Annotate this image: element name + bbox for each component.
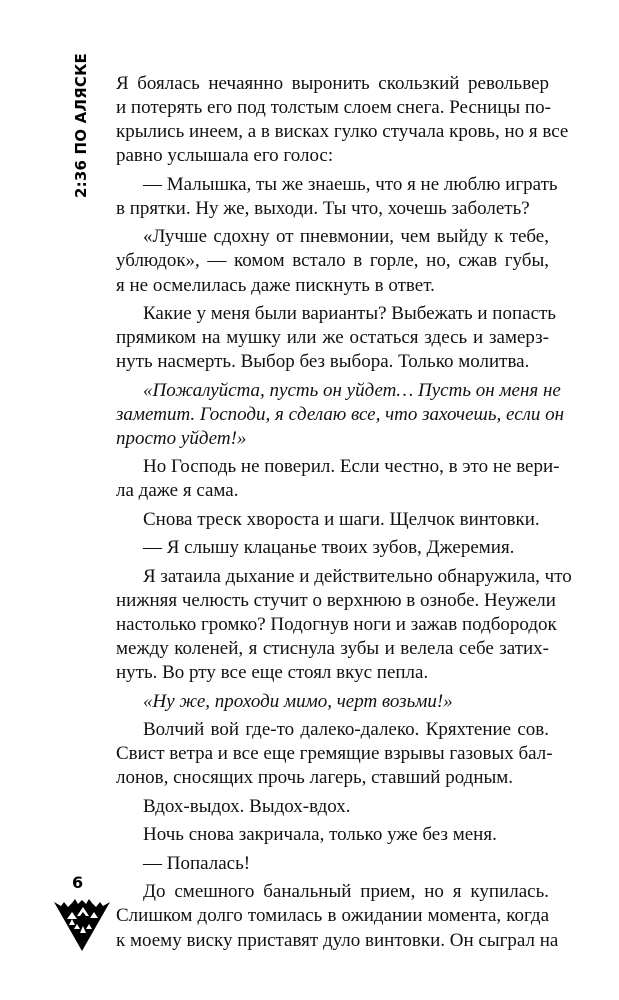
text-line: нуть насмерть. Выбор без выбора. Только молитва. <box>116 351 530 373</box>
text-line: ла даже я сама. <box>116 480 239 502</box>
paragraph <box>116 536 549 560</box>
paragraph <box>116 823 549 847</box>
text-line: Ночь снова закричала, только уже без меня. <box>143 824 497 846</box>
text-line: равно услышала его голос: <box>116 145 334 167</box>
text-line: в прятки. Ну же, выходи. Ты что, хочешь заболеть? <box>116 197 530 219</box>
text-line: Свист ветра и все еще гремящие взрывы газовых бал- <box>116 743 553 765</box>
text-line: нуть. Во рту все еще стоял вкус пепла. <box>116 662 429 684</box>
text-line: Но Господь не поверил. Если честно, в это не вери- <box>143 456 560 478</box>
paragraph <box>116 72 569 168</box>
text-line: просто уйдет!» <box>116 427 247 449</box>
paragraph <box>116 690 549 714</box>
paragraph <box>116 455 560 503</box>
text-line: настолько громко? Подогнув ноги и зажав подбородок <box>116 614 557 636</box>
text-line: заметит. Господи, я сделаю все, что захочешь, если он <box>116 403 565 425</box>
paragraph <box>116 718 553 790</box>
paragraph <box>116 795 549 819</box>
text-line: До смешного банальный прием, но я купилась. <box>143 881 549 903</box>
text-line: нижняя челюсть стучит о верхнюю в ознобе. Неужели <box>116 590 556 611</box>
text-line: Волчий вой где-то далеко-далеко. Кряхтение сов. <box>143 719 549 741</box>
body-text <box>116 72 572 953</box>
text-line: Я боялась нечаянно выронить скользкий револьвер <box>116 73 549 94</box>
text-line: между коленей, я стиснула зубы и велела себе затих- <box>116 638 549 660</box>
text-line: и потерять его под толстым слоем снега. Ресницы по- <box>116 97 551 119</box>
text-line: Вдох-выдох. Выдох-вдох. <box>143 795 351 817</box>
text-line: ублюдок», — комом встало в горле, но, сжав губы, <box>116 250 549 272</box>
text-line: «Пожалуйста, пусть он уйдет… Пусть он меня не <box>143 379 561 401</box>
paragraph <box>116 302 556 374</box>
text-line: — Попалась! <box>143 852 251 874</box>
paragraph <box>116 508 549 532</box>
text-line: Я затаила дыхание и действительно обнаружила, что <box>143 565 572 587</box>
running-head: 2:36 ПО АЛЯСКЕ <box>72 53 90 198</box>
text-line: — Малышка, ты же знаешь, что я не люблю играть <box>143 173 558 195</box>
text-line: — Я слышу клацанье твоих зубов, Джеремия. <box>143 537 515 559</box>
paragraph <box>116 565 572 685</box>
text-line: Какие у меня были варианты? Выбежать и попасть <box>143 303 556 325</box>
paragraph <box>116 225 549 297</box>
text-line: «Лучше сдохну от пневмонии, чем выйду к тебе, <box>143 226 549 248</box>
text-line: Снова треск хвороста и шаги. Щелчок винтовки. <box>143 508 540 530</box>
mountain-forest-icon <box>53 898 111 952</box>
text-line: я не осмелилась даже пискнуть в ответ. <box>116 274 435 296</box>
text-line: лонов, сносящих прочь лагерь, ставший родным. <box>116 767 514 789</box>
text-line: крылись инеем, а в висках гулко стучала кровь, но я все <box>116 121 569 143</box>
text-line: Слишком долго томилась в ожидании момента, когда <box>116 905 549 927</box>
text-line: прямиком на мушку или же остаться здесь и замерз- <box>116 327 549 349</box>
text-line: к моему виску приставят дуло винтовки. Он сыграл на <box>116 929 559 951</box>
text-line: «Ну же, проходи мимо, черт возьми!» <box>143 690 453 712</box>
paragraph <box>116 852 549 876</box>
paragraph <box>116 880 559 952</box>
paragraph <box>116 379 565 451</box>
paragraph <box>116 173 558 221</box>
page-number: 6 <box>72 873 84 892</box>
